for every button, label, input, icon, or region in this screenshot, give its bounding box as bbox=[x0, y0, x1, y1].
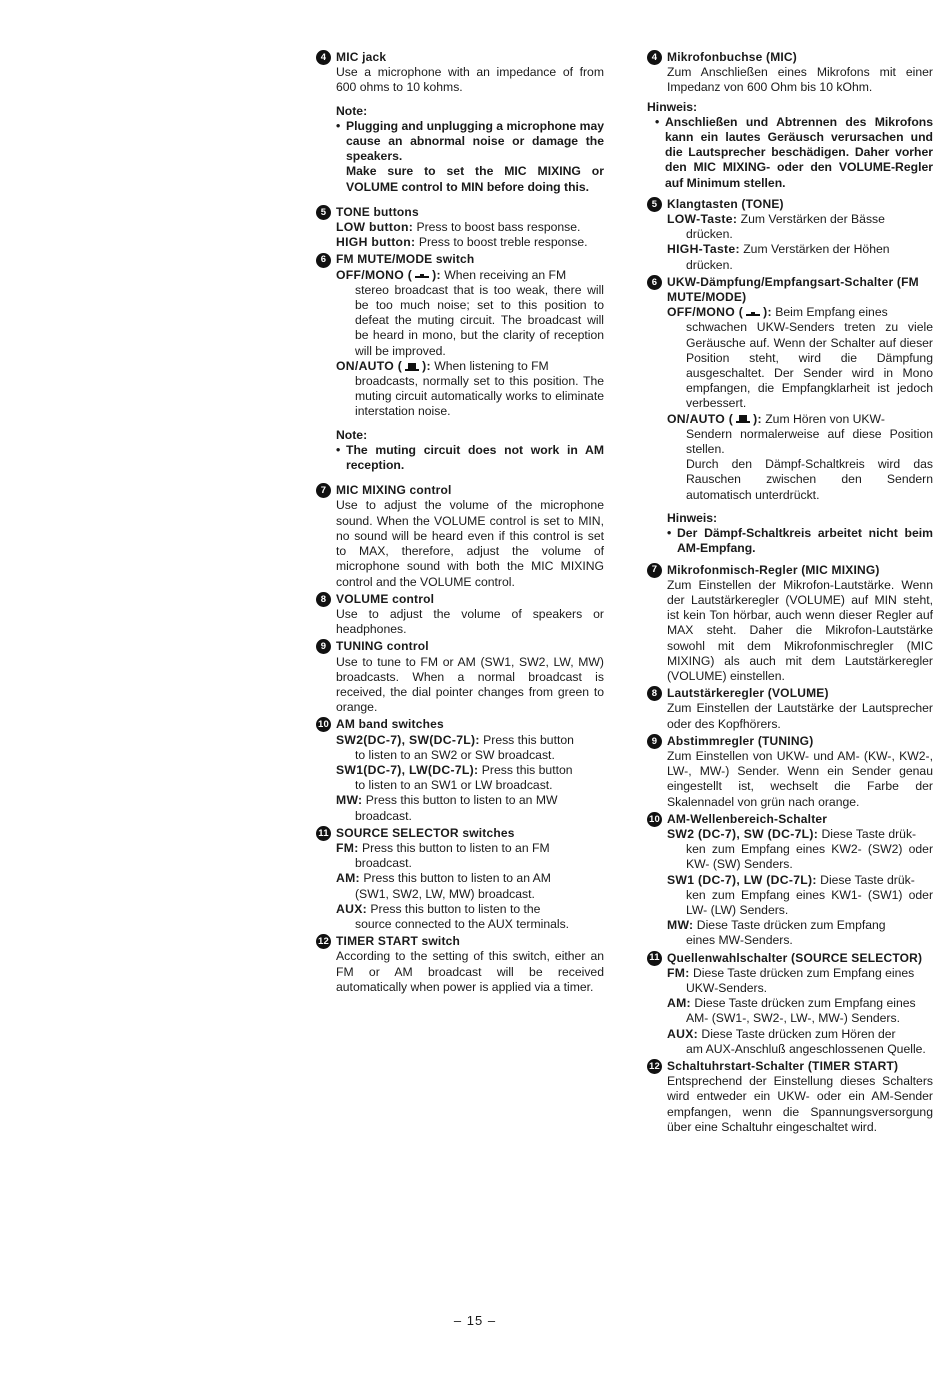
number-badge: 4 bbox=[647, 50, 662, 65]
section-title: Quellenwahlschalter (SOURCE SELECTOR) bbox=[667, 950, 923, 965]
on-auto-switch-icon bbox=[404, 363, 420, 371]
section-title: TONE buttons bbox=[336, 204, 419, 219]
item-high-taste: HIGH-Taste: Zum Verstärken der Höhen drücken. bbox=[667, 242, 890, 272]
number-badge: 12 bbox=[647, 1059, 662, 1074]
number-badge: 10 bbox=[647, 812, 662, 827]
section-title: UKW-Dämpfung/Empfangsart-Schalter (FM MUTE/MODE) bbox=[667, 274, 919, 305]
item-high-button: HIGH button: Press to boost treble response. bbox=[336, 235, 588, 250]
item-fm: FM: Press this button to listen to an FM broadcast. bbox=[336, 840, 550, 871]
page-number: – 15 – bbox=[453, 1313, 497, 1328]
section-title: Mikrofonmisch-Regler (MIC MIXING) bbox=[667, 562, 880, 577]
section-am-band bbox=[316, 717, 604, 823]
item-sw1: SW1 (DC-7), LW (DC-7L): Diese Taste drük- ken zum Empfang eines KW1- (SW1) oder LW- (LW) Senders. bbox=[667, 872, 933, 917]
section-mikrofonmisch bbox=[647, 563, 933, 685]
item-on-auto: ON/AUTO ( ): Zum Hören von UKW- Sendern normalerweise auf diese Position stellen. Durch den Dämpf-Schaltkreis wird das Rauschen zwischen den Sendern automatisch unterdrückt. bbox=[667, 411, 933, 502]
section-fm-mute-mode bbox=[316, 252, 604, 473]
section-body: According to the setting of this switch, either an FM or AM broadcast will be received automatically when power is applied via a timer. bbox=[336, 949, 604, 994]
note-text: • The muting circuit does not work in AM reception. bbox=[336, 442, 604, 473]
item-sw2: SW2 (DC-7), SW (DC-7L): Diese Taste drük- ken zum Empfang eines KW2- (SW2) oder KW- (SW) Senders. bbox=[667, 826, 933, 872]
note-label: Hinweis: bbox=[647, 99, 698, 114]
english-column bbox=[316, 50, 604, 997]
section-body: Use a microphone with an impedance of from 600 ohms to 10 kohms. bbox=[336, 65, 604, 95]
number-badge: 11 bbox=[316, 826, 331, 841]
item-mw: MW: Press this button to listen to an MW broadcast. bbox=[336, 793, 558, 823]
section-mikrofonbuchse bbox=[647, 50, 933, 191]
section-body: Zum Anschließen eines Mikrofons mit einer Impedanz von 600 Ohm bis 10 kOhm. bbox=[667, 65, 933, 95]
section-title: AM band switches bbox=[336, 717, 444, 732]
note-label: Note: bbox=[336, 427, 368, 442]
item-low-button: LOW button: Press to boost bass response. bbox=[336, 220, 581, 235]
item-aux: AUX: Press this button to listen to the source connected to the AUX terminals. bbox=[336, 901, 570, 931]
section-body: Use to tune to FM or AM (SW1, SW2, LW, MW) broadcasts. When a normal broadcast is received, the dial pointer changes from green to orange. bbox=[336, 654, 604, 715]
number-badge: 10 bbox=[316, 717, 331, 732]
section-title: Abstimmregler (TUNING) bbox=[667, 733, 814, 748]
item-off-mono: OFF/MONO ( ): Beim Empfang eines schwachen UKW-Senders treten zu viele Geräusche auf. Wenn der Schalter auf dieser Position steht, wird die Dämpfung ausgeschaltet. Der Sender wird in Mono empfangen, die Empfangklarheit ist jedoch verbessert. bbox=[667, 305, 933, 411]
number-badge: 8 bbox=[647, 686, 662, 701]
section-tone-buttons bbox=[316, 205, 604, 251]
section-title: Mikrofonbuchse (MIC) bbox=[667, 50, 797, 64]
number-badge: 4 bbox=[316, 50, 331, 65]
section-mic-mixing bbox=[316, 483, 604, 589]
number-badge: 11 bbox=[647, 951, 662, 966]
off-mono-switch-icon bbox=[414, 271, 430, 279]
section-quellenwahlschalter bbox=[647, 951, 933, 1057]
item-mw: MW: Diese Taste drücken zum Empfang eines MW-Senders. bbox=[667, 918, 886, 948]
section-body: Use to adjust the volume of the microphone sound. When the VOLUME control is set to MIN, no sound will be heard even if this control is set to MAX, therefore, adjust the volume of microphone sound with both the MIC MIXING control and the VOLUME control. bbox=[336, 498, 604, 589]
note-label: Note: bbox=[336, 103, 368, 118]
number-badge: 5 bbox=[647, 197, 662, 212]
number-badge: 9 bbox=[316, 639, 331, 654]
note-text: • Anschließen und Abtrennen des Mikrofons kann ein lautes Geräusch verursachen und die Lautsprecher beschädigen. Daher vorher den MIC MIXING- oder den VOLUME-Regler auf Minimum stellen. bbox=[655, 114, 933, 190]
section-abstimmregler bbox=[647, 734, 933, 810]
section-klangtasten bbox=[647, 197, 933, 273]
section-ukw-daempfung bbox=[647, 275, 933, 557]
section-title: Lautstärkeregler (VOLUME) bbox=[667, 686, 829, 701]
item-on-auto: ON/AUTO ( ): When listening to FM broadcasts, normally set to this position. The muting circuit automatically works to eliminate interstation noise. bbox=[336, 358, 604, 419]
section-schaltuhrstart bbox=[647, 1059, 933, 1135]
section-lautstaerke bbox=[647, 686, 933, 732]
number-badge: 7 bbox=[647, 563, 662, 578]
section-body: Use to adjust the volume of speakers or headphones. bbox=[336, 606, 604, 637]
number-badge: 6 bbox=[316, 253, 331, 268]
section-title: Schaltuhrstart-Schalter (TIMER START) bbox=[667, 1059, 899, 1073]
section-timer-start bbox=[316, 934, 604, 995]
section-title: TIMER START switch bbox=[336, 934, 461, 949]
german-column bbox=[647, 50, 933, 1137]
number-badge: 9 bbox=[647, 734, 662, 749]
section-body: Zum Einstellen von UKW- und AM- (KW-, KW2-, LW-, MW-) Sender. Wenn ein Sender genau eingestellt ist, wechselt die Farbe der Skalennadel von grün nach orange. bbox=[667, 748, 933, 809]
item-am: AM: Diese Taste drücken zum Empfang eines AM- (SW1-, SW2-, LW-, MW-) Senders. bbox=[667, 996, 916, 1026]
section-source-selector bbox=[316, 826, 604, 932]
item-sw1: SW1(DC-7), LW(DC-7L): Press this button to listen to an SW1 or LW broadcast. bbox=[336, 762, 573, 793]
item-sw2: SW2(DC-7), SW(DC-7L): Press this button to listen to an SW2 or SW broadcast. bbox=[336, 732, 574, 762]
number-badge: 7 bbox=[316, 483, 331, 498]
note-label: Hinweis: bbox=[667, 510, 718, 525]
number-badge: 5 bbox=[316, 205, 331, 220]
item-fm: FM: Diese Taste drücken zum Empfang eines UKW-Senders. bbox=[667, 965, 915, 995]
section-title: SOURCE SELECTOR switches bbox=[336, 825, 515, 840]
note-text: • Plugging and unplugging a microphone may cause an abnormal noise or damage the speakers. bbox=[336, 118, 604, 164]
on-auto-switch-icon bbox=[735, 415, 751, 423]
item-am: AM: Press this button to listen to an AM (SW1, SW2, LW, MW) broadcast. bbox=[336, 871, 551, 901]
section-body: Zum Einstellen der Lautstärke der Lautsprecher oder des Kopfhörers. bbox=[667, 701, 933, 731]
section-volume bbox=[316, 592, 604, 638]
section-am-wellenbereich bbox=[647, 812, 933, 949]
section-title: TUNING control bbox=[336, 639, 429, 654]
section-title: Klangtasten (TONE) bbox=[667, 196, 784, 211]
off-mono-switch-icon bbox=[745, 309, 761, 317]
section-body: Zum Einstellen der Mikrofon-Lautstärke. Wenn der Lautstärkeregler (VOLUME) auf MIN steht, ist kein Ton hörbar, auch wenn dieser Regler auf MAX steht. Daher die Mikrofon-Lautstärke sowohl mit dem Mikrofonmischregler (MIC MIXING) als auch mit dem Lautstärkeregler (VOLUME) einstellen. bbox=[667, 577, 933, 683]
item-aux: AUX: Diese Taste drücken zum Hören der am AUX-Anschluß angeschlossenen Quelle. bbox=[667, 1026, 926, 1056]
number-badge: 6 bbox=[647, 275, 662, 290]
section-title: AM-Wellenbereich-Schalter bbox=[667, 811, 828, 826]
note-text: • Der Dämpf-Schaltkreis arbeitet nicht beim AM-Empfang. bbox=[667, 526, 933, 556]
section-body: Entsprechend der Einstellung dieses Schalters wird entweder ein UKW- oder ein AM-Sender empfangen, wenn die Spannungsversorgung über eine Schaltuhr eingeschaltet wird. bbox=[667, 1074, 933, 1134]
section-mic-jack bbox=[316, 50, 604, 195]
section-title: MIC jack bbox=[336, 50, 387, 64]
section-title: VOLUME control bbox=[336, 591, 435, 606]
note-text-extra: Make sure to set the MIC MIXING or VOLUME control to MIN before doing this. bbox=[346, 164, 604, 194]
number-badge: 8 bbox=[316, 592, 331, 607]
section-title: FM MUTE/MODE switch bbox=[336, 252, 475, 267]
item-off-mono: OFF/MONO ( ): When receiving an FM stereo broadcast that is too weak, there will be too much noise; set to this position to defeat the muting circuit. The broadcast will be heard in mono, but the clarity of reception will be improved. bbox=[336, 267, 604, 358]
item-low-taste: LOW-Taste: Zum Verstärken der Bässe drücken. bbox=[667, 212, 885, 242]
section-title: MIC MIXING control bbox=[336, 483, 452, 498]
number-badge: 12 bbox=[316, 934, 331, 949]
section-tuning bbox=[316, 639, 604, 715]
